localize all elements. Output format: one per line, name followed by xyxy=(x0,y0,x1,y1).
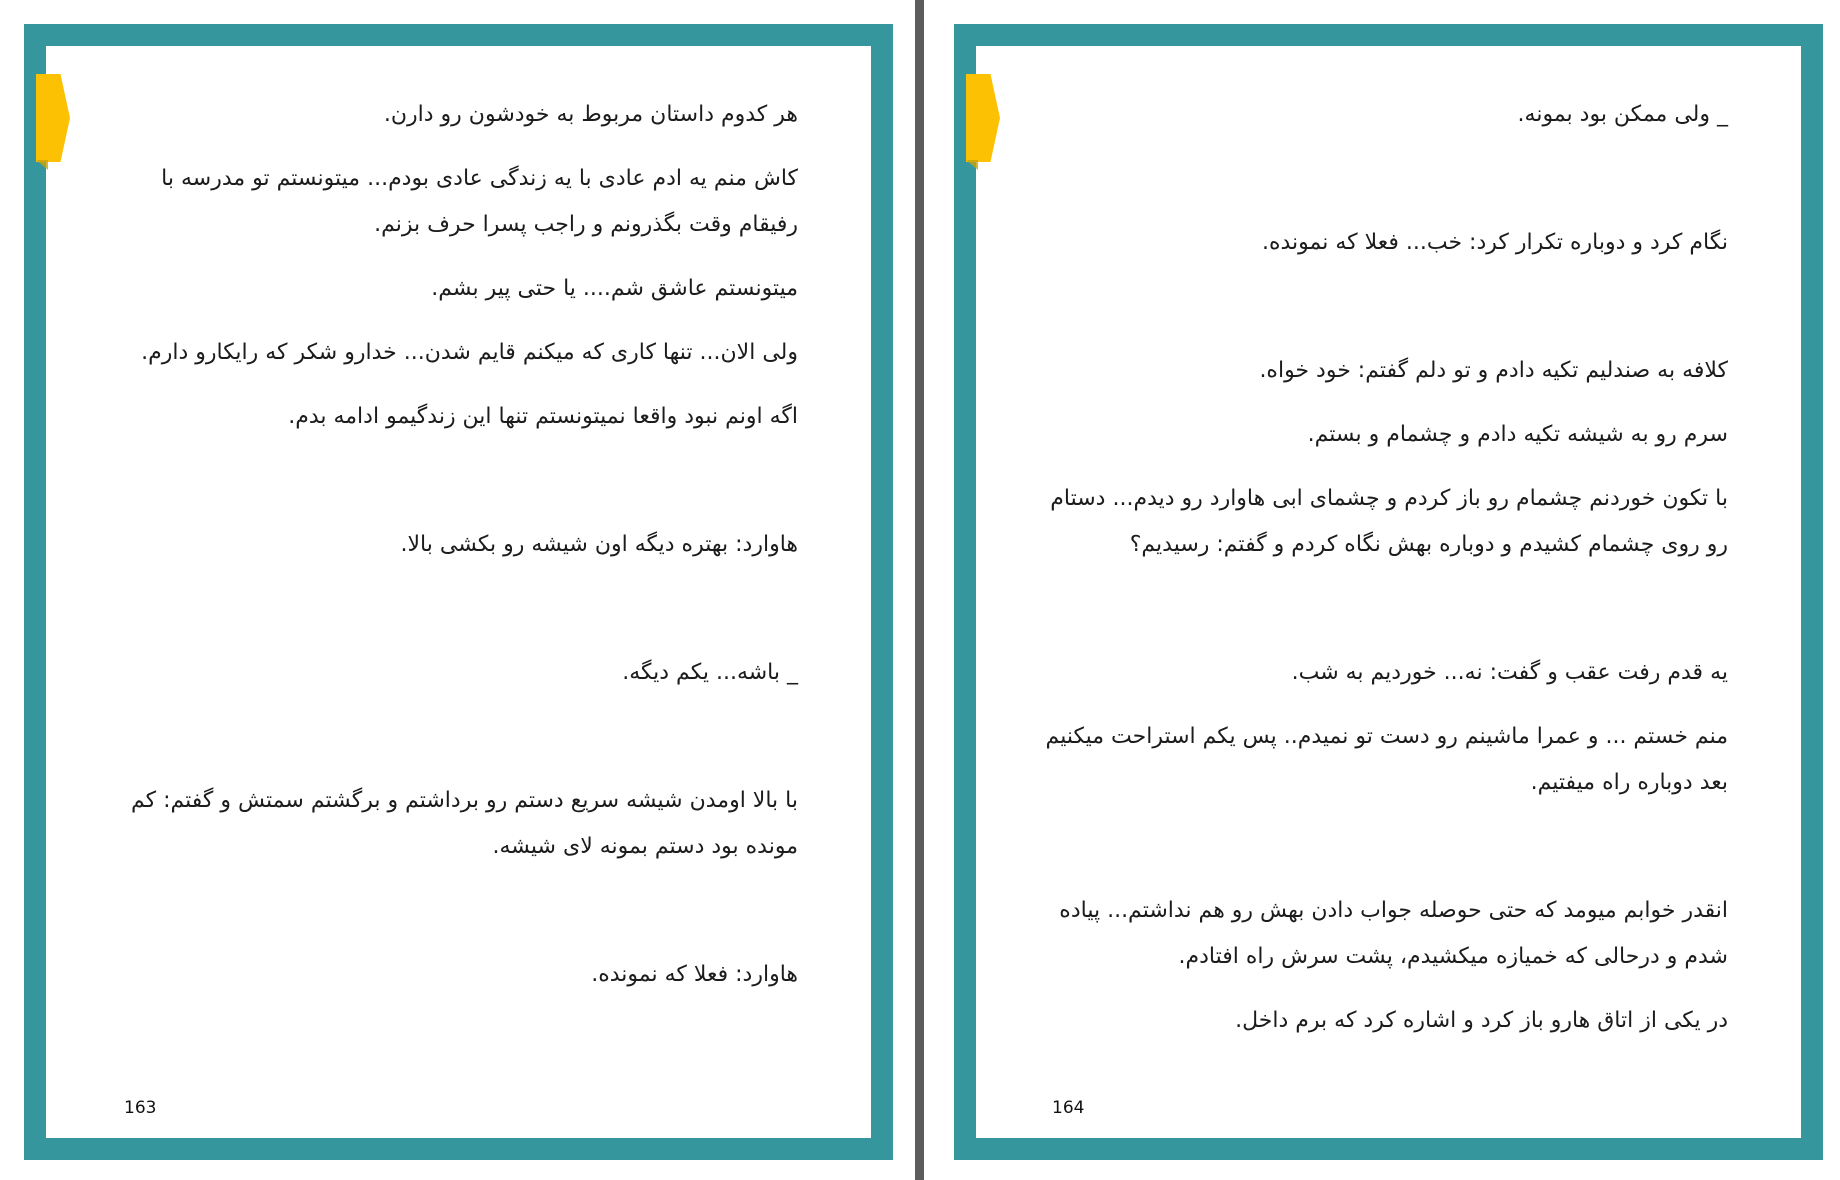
paragraph: میتونستم عاشق شم.... یا حتی پیر بشم. xyxy=(431,276,798,301)
paragraph: با بالا اومدن شیشه سریع دستم رو برداشتم و برگشتم سمتش و گفتم: کم مونده بود دستم بمونه لای شیشه. xyxy=(130,788,798,859)
paragraph: سرم رو به شیشه تکیه دادم و چشمام و بستم. xyxy=(1307,422,1728,447)
page-divider xyxy=(915,0,924,1180)
paragraph: _ ولی ممکن بود بمونه. xyxy=(1517,102,1728,127)
paragraph: در یکی از اتاق هارو باز کرد و اشاره کرد که برم داخل. xyxy=(1235,1008,1728,1033)
paragraph: ولی الان... تنها کاری که میکنم قایم شدن... خدارو شکر که رایکارو دارم. xyxy=(141,340,798,365)
page-content-area xyxy=(976,46,1801,1138)
paragraph: با تکون خوردنم چشمام رو باز کردم و چشمای ابی هاوارد رو دیدم... دستام رو روی چشمام کشیدم و دوباره بهش نگاه کردم و گفتم: رسیدیم؟ xyxy=(1050,486,1728,557)
paragraph: انقدر خوابم میومد که حتی حوصله جواب دادن بهش رو هم نداشتم... پیاده شدم و درحالی که خمیازه میکشیدم، پشت سرش راه افتادم. xyxy=(1059,898,1728,969)
page-number: 163 xyxy=(124,1098,157,1118)
paragraph: هاوارد: بهتره دیگه اون شیشه رو بکشی بالا. xyxy=(400,532,798,557)
paragraph: هر کدوم داستان مربوط به خودشون رو دارن. xyxy=(383,102,798,127)
page-text xyxy=(106,92,798,1016)
paragraph: نگام کرد و دوباره تکرار کرد: خب... فعلا که نمونده. xyxy=(1261,230,1728,255)
paragraph: اگه اونم نبود واقعا نمیتونستم تنها این زندگیمو ادامه بدم. xyxy=(288,404,798,429)
paragraph: _ باشه... یکم دیگه. xyxy=(622,660,798,685)
page-163 xyxy=(24,24,893,1160)
paragraph: هاوارد: فعلا که نمونده. xyxy=(591,962,798,987)
page-content-area xyxy=(46,46,871,1138)
page-number: 164 xyxy=(1052,1098,1085,1118)
paragraph: کاش منم یه ادم عادی با یه زندگی عادی بودم... میتونستم تو مدرسه با رفیقام وقت بگذرونم و راجب پسرا حرف بزنم. xyxy=(161,166,798,237)
paragraph: یه قدم رفت عقب و گفت: نه... خوردیم به شب. xyxy=(1291,660,1728,685)
paragraph: منم خستم ... و عمرا ماشینم رو دست تو نمیدم.. پس یکم استراحت میکنیم بعد دوباره راه میفتیم. xyxy=(1045,724,1728,795)
paragraph: کلافه به صندلیم تکیه دادم و تو دلم گفتم: خود خواه. xyxy=(1259,358,1728,383)
page-text xyxy=(1036,92,1728,1062)
page-164 xyxy=(954,24,1823,1160)
